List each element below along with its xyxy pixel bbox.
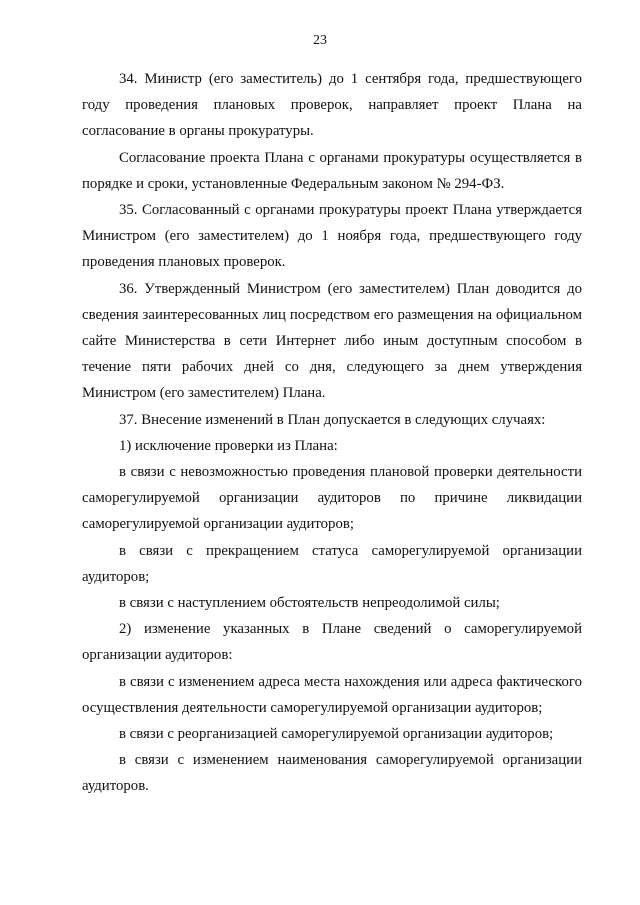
sub-item-force-majeure: в связи с наступлением обстоятельств непреодолимой силы; (119, 595, 500, 612)
document-body (82, 66, 582, 800)
paragraph-35: 35. Согласованный с органами прокуратуры проект Плана утверждается Министром (его заместителем) до 1 ноября года, предшествующего году проведения плановых проверок. (82, 202, 582, 271)
sub-item-name-change: в связи с изменением наименования саморегулируемой организации аудиторов. (82, 752, 582, 795)
sub-item-status-termination: в связи с прекращением статуса саморегулируемой организации аудиторов; (82, 542, 582, 585)
sub-item-liquidation: в связи с невозможностью проведения плановой проверки деятельности саморегулируемой организации аудиторов по причине ликвидации саморегулируемой организации аудиторов; (82, 464, 582, 533)
sub-item-address-change: в связи с изменением адреса места нахождения или адреса фактического осуществления деятельности саморегулируемой организации аудиторов; (82, 673, 582, 716)
paragraph-37: 37. Внесение изменений в План допускается в следующих случаях: (119, 411, 546, 428)
list-item-change-info: 2) изменение указанных в Плане сведений о саморегулируемой организации аудиторов: (82, 621, 582, 664)
paragraph-34: 34. Министр (его заместитель) до 1 сентября года, предшествующего году проведения плановых проверок, направляет проект Плана на согласование в органы прокуратуры. (82, 71, 582, 140)
paragraph-approval-procedure: Согласование проекта Плана с органами прокуратуры осуществляется в порядке и сроки, установленные Федеральным законом № 294-ФЗ. (82, 149, 582, 192)
page-number: 23 (313, 33, 327, 48)
sub-item-reorganization: в связи с реорганизацией саморегулируемой организации аудиторов; (119, 726, 554, 743)
paragraph-36: 36. Утвержденный Министром (его заместителем) План доводится до сведения заинтересованных лиц посредством его размещения на официальном сайте Министерства в сети Интернет либо иным доступным способом в течение пяти рабочих дней со дня, следующего за днем утверждения Министром (его заместителем) Плана. (82, 280, 582, 402)
list-item-exclusion: 1) исключение проверки из Плана: (119, 437, 338, 454)
